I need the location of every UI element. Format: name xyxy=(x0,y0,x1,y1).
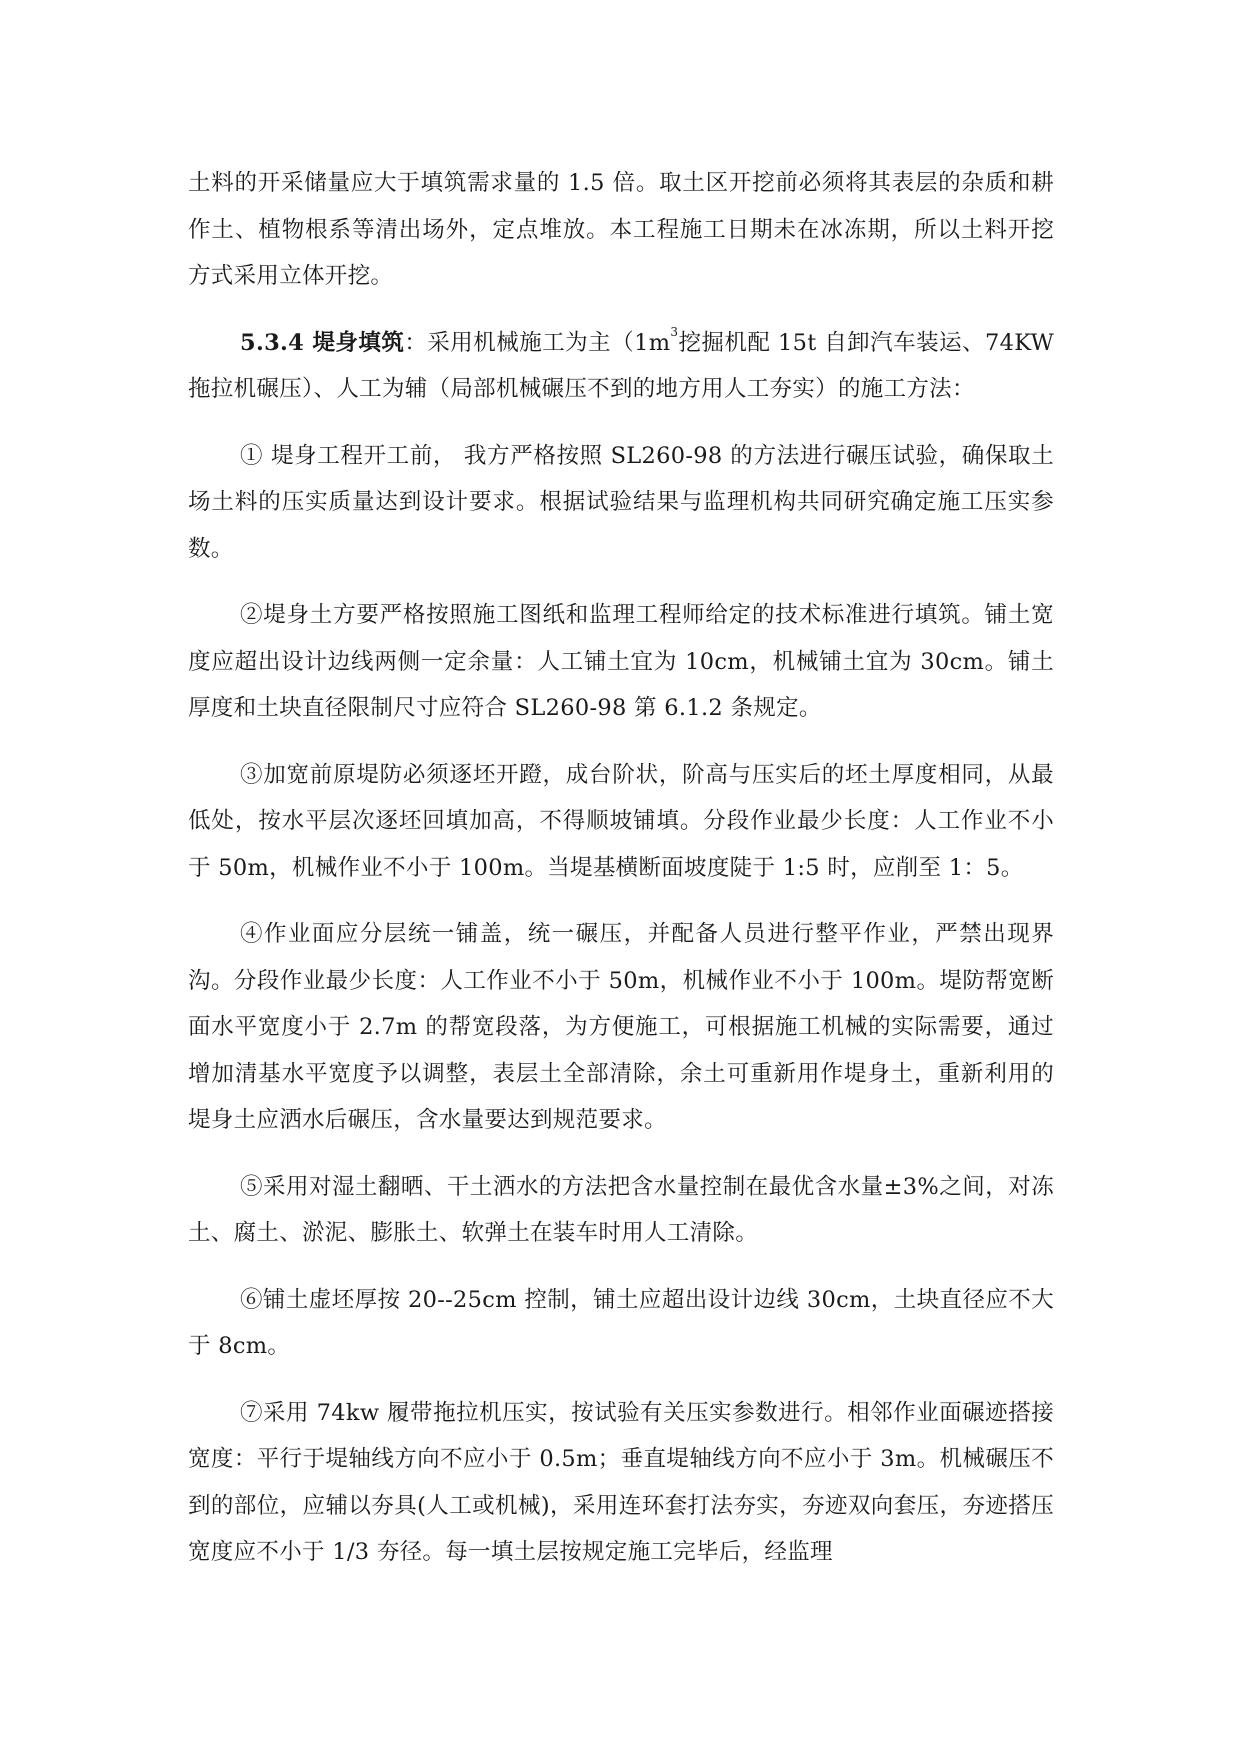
paragraph-item-6: ⑥铺土虚坯厚按 20--25cm 控制，铺土应超出设计边线 30cm，土块直径应不大于 8cm。 xyxy=(188,1286,1054,1359)
paragraph-embankment-filling xyxy=(188,320,1054,413)
paragraph-item-1: ① 堤身工程开工前， 我方严格按照 SL260-98 的方法进行碾压试验，确保取土场土料的压实质量达到设计要求。根据试验结果与监理机构共同研究确定施工压实参数。 xyxy=(188,442,1054,562)
superscript: 3 xyxy=(670,324,679,339)
paragraph-item-5: ⑤采用对湿土翻晒、干土洒水的方法把含水量控制在最优含水量±3%之间，对冻土、腐土、淤泥、膨胀土、软弹土在装车时用人工清除。 xyxy=(188,1173,1054,1246)
paragraph-text-part: ：采用机械施工为主（1m xyxy=(404,329,671,356)
document-page xyxy=(188,160,1054,1596)
paragraph-item-2: ②堤身土方要严格按照施工图纸和监理工程师给定的技术标准进行填筑。铺土宽度应超出设计边线两侧一定余量：人工铺土宜为 10cm，机械铺土宜为 30cm。铺土厚度和土块直径限制尺寸应符合 SL260-98 第 6.1.2 条规定。 xyxy=(188,602,1054,721)
paragraph-soil-quarry: 土料的开采储量应大于填筑需求量的 1.5 倍。取土区开挖前必须将其表层的杂质和耕作土、植物根系等清出场外，定点堆放。本工程施工日期未在冰冻期，所以土料开挖方式采用立体开挖。 xyxy=(188,170,1054,289)
section-heading: 5.3.4 堤身填筑 xyxy=(240,329,405,356)
paragraph-item-3: ③加宽前原堤防必须逐坯开蹬，成台阶状，阶高与压实后的坯土厚度相同，从最低处，按水平层次逐坯回填加高，不得顺坡铺填。分段作业最少长度：人工作业不小于 50m，机械作业不小于 100m。当堤基横断面坡度陡于 1:5 时，应削至 1：5。 xyxy=(188,761,1054,881)
paragraph-item-7: ⑦采用 74kw 履带拖拉机压实，按试验有关压实参数进行。相邻作业面碾迹搭接宽度：平行于堤轴线方向不应小于 0.5m；垂直堤轴线方向不应小于 3m。机械碾压不到的部位，应辅以夯具(人工或机械)，采用连环套打法夯实，夯迹双向套压，夯迹搭压宽度应不小于 1/3 夯径。每一填土层按规定施工完毕后，经监理 xyxy=(188,1399,1054,1565)
paragraph-text-part: 挖掘机配 15t 自卸汽车装运、74KW 拖拉机碾压）、人工为辅（局部机械碾压不到的地方用人工夯实）的施工方法： xyxy=(188,329,1054,402)
paragraph-item-4: ④作业面应分层统一铺盖，统一碾压，并配备人员进行整平作业，严禁出现界沟。分段作业最少长度：人工作业不小于 50m，机械作业不小于 100m。堤防帮宽断面水平宽度小于 2.7m 的帮宽段落，为方便施工，可根据施工机械的实际需要，通过增加清基水平宽度予以调整，表层土全部清除，余土可重新用作堤身土，重新利用的堤身土应洒水后碾压，含水量要达到规范要求。 xyxy=(188,921,1054,1133)
